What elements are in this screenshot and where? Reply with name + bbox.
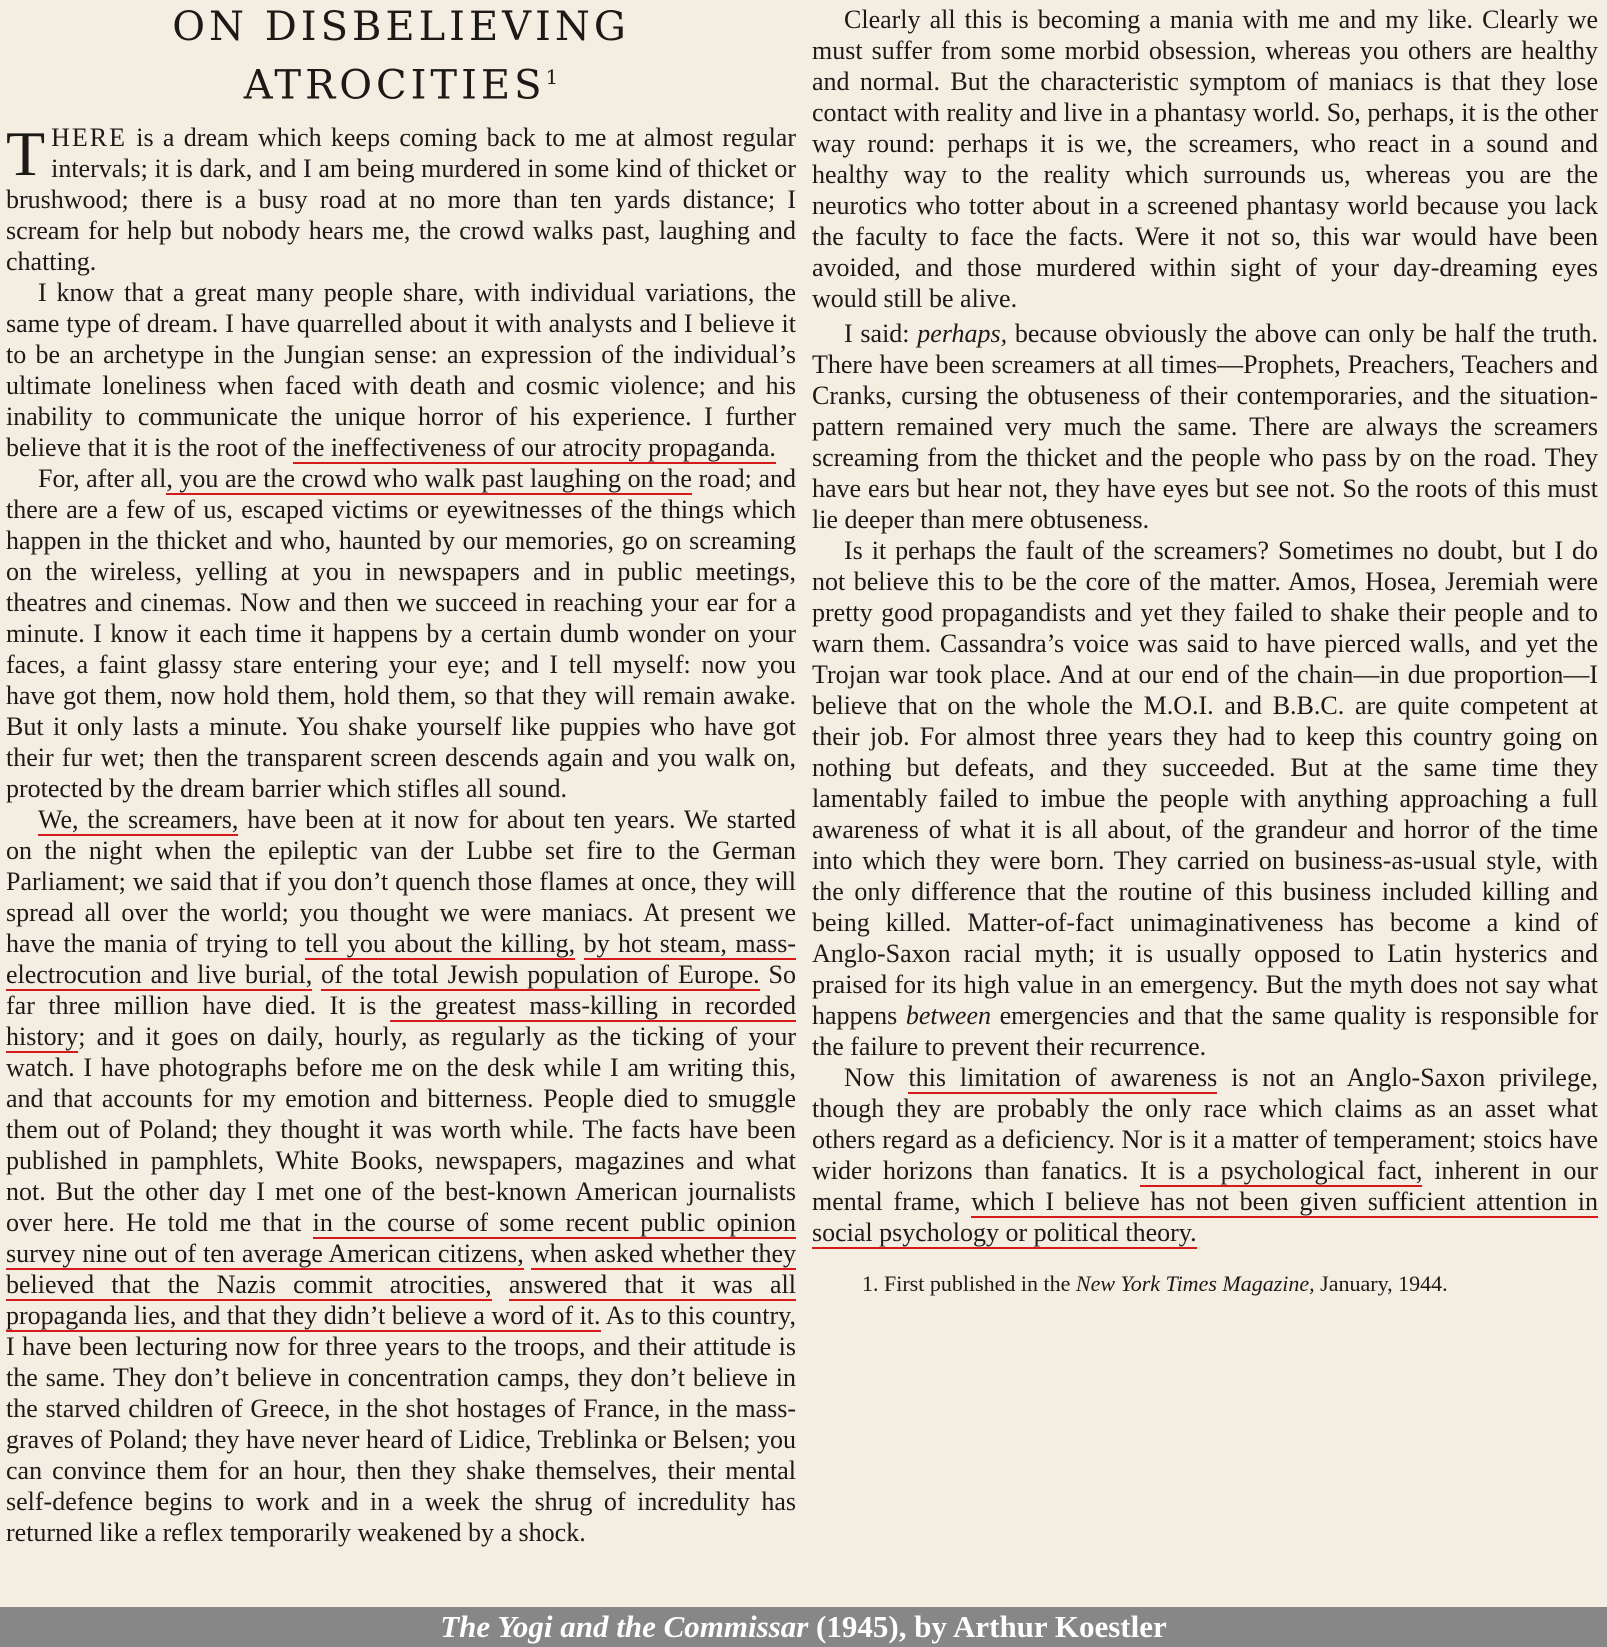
paragraph-7-text-b: emergencies and that the same quality is responsible for the failure to prevent their recurrence. xyxy=(812,1001,1598,1061)
paragraph-5: Clearly all this is becoming a mania with me and my like. Clearly we must suffer from some morbid obsession, whereas you others are healthy and normal. But the characteristic symptom of maniacs is that they lose contact with reality and live in a phantasy world. So, perhaps, it is the other way round: perhaps it is we, the screamers, who react in a sound and healthy way to the reality which surrounds us, whereas you are the neurotics who totter about in a screened phantasy world because you lack the faculty to face the facts. Were it not so, this war would have been avoided, and those murdered within sight of your day-dreaming eyes would still be alive. xyxy=(812,5,1598,313)
paragraph-6-text-b: because obviously the above can only be half the truth. There have been screamers at all times—Prophets, Preachers, Teachers and Cranks, cursing the obtuseness of their contemporaries, and the situation-pattern remained very much the same. There are always the screamers screaming from the thicket and the people who pass by on the road. They have ears but hear not, they have eyes but see not. So the roots of this must lie deeper than mere obtuseness. xyxy=(812,319,1598,534)
footnote xyxy=(812,1270,1598,1298)
paragraph-4-text-d: So far three million have died. It is xyxy=(6,960,797,1021)
paragraph-3 xyxy=(6,463,796,804)
underline-ineffectiveness: the ineffectiveness of our atrocity propaganda. xyxy=(292,433,776,463)
caption-book-title: The Yogi and the Commissar xyxy=(440,1609,809,1644)
paragraph-1 xyxy=(6,118,796,277)
underline-killing: tell you about the killing, xyxy=(305,929,576,959)
footnote-number: 1. xyxy=(862,1271,879,1296)
underline-screamers: We, the screamers, xyxy=(38,805,239,835)
footnote-publication: New York Times Magazine, xyxy=(1075,1271,1315,1296)
paragraph-4-text-g xyxy=(492,1270,509,1299)
paragraph-4-text-f xyxy=(524,1239,531,1268)
underline-psychological-fact: It is a psychological fact, xyxy=(1140,1156,1423,1185)
underline-methods: by hot steam, mass-electrocution and live burial, xyxy=(6,929,797,990)
paragraph-3-text-a: For, after all xyxy=(38,464,167,494)
drop-cap: T xyxy=(6,118,46,190)
paragraph-6 xyxy=(812,318,1598,535)
paragraph-8-text-a: Now xyxy=(844,1063,909,1092)
paragraph-4-text-b xyxy=(575,929,583,958)
paragraph-7 xyxy=(812,535,1598,1062)
footnote-text-b: January, 1944. xyxy=(1314,1271,1448,1296)
paragraph-4 xyxy=(6,804,796,1548)
paragraph-4-text-h: As to this country, I have been lecturing now for three years to the troops, and their attitude is the same. They don’t believe in concentration camps, they don’t believe in the starved children of Greece, in the shot hostages of France, in the mass-graves of Poland; they have never heard of Lidice, Treblinka or Belsen; you can convince them for an hour, then they shake themselves, their mental self-defence begins to work and in a week the shrug of incredulity has returned like a reflex temporarily weakened by a shock. xyxy=(6,1301,796,1548)
caption-bar xyxy=(0,1607,1607,1647)
underline-attention: which I believe has not been given sufficient attention in social psychology or political theory. xyxy=(812,1187,1598,1247)
first-word-small-caps: HERE xyxy=(51,123,127,153)
underline-survey: in the course of some recent public opinion survey nine out of ten average American citizens, xyxy=(6,1208,796,1269)
title-footnote-marker: 1 xyxy=(545,65,559,89)
underline-crowd: , you are the crowd who walk past laughing on the xyxy=(166,464,692,494)
underline-mass-killing: the greatest mass-killing in recorded history xyxy=(6,991,796,1052)
paragraph-4-text-a: have been at it now for about ten years. We started on the night when the epileptic van der Lubbe set fire to the German Parliament; we said that if you don’t quench those flames at once, they will spread all over the world; you thought we were maniacs. At present we have the mania of trying to xyxy=(6,805,797,959)
left-column xyxy=(6,0,796,1548)
right-column xyxy=(812,4,1598,1298)
paragraph-4-text-e: ; and it goes on daily, hourly, as regularly as the ticking of your watch. I have photographs before me on the desk while I am writing this, and that accounts for my emotion and bitterness. People died to smuggle them out of Poland; they thought it was worth while. The facts have been published in pamphlets, White Books, newspapers, magazines and what not. But the other day I met one of the best-known American journalists over here. He told me that xyxy=(6,1022,796,1238)
paragraph-8-text-c: inherent in our mental frame, xyxy=(812,1156,1598,1216)
title-line-1: ON DISBELIEVING xyxy=(172,4,630,50)
paragraph-6-text-a: I said: xyxy=(844,319,918,348)
paragraph-8-text-b: is not an Anglo-Saxon privilege, though they are probably the only race which claims as an asset what others regard as a deficiency. Nor is it a matter of temperament; stoics have wider horizons than fanatics. xyxy=(812,1063,1598,1185)
title-text: ATROCITIES xyxy=(243,62,546,109)
underline-asked: when asked whether they believed that the Nazis commit atrocities, xyxy=(6,1239,796,1300)
paragraph-8 xyxy=(812,1062,1598,1248)
underline-propaganda-lies: answered that it was all propaganda lies, and that they didn’t believe a word of it. xyxy=(6,1270,797,1331)
paragraph-3-text-b: road; and there are a few of us, escaped victims or eyewitnesses of the things which happen in the thicket and who, haunted by our memories, go on screaming on the wireless, yelling at you in newspapers and in public meetings, theatres and cinemas. Now and then we succeed in reaching your ear for a minute. I know it each time it happens by a certain dumb wonder on your faces, a faint glassy stare entering your eye; and I tell myself: now you have got them, now hold them, hold them, so that they will remain awake. But it only lasts a minute. You shake yourself like puppies who have got their fur wet; then the transparent screen descends again and you walk on, protected by the dream barrier which stifles all sound. xyxy=(6,464,796,804)
title-line-2 xyxy=(6,52,796,110)
paragraph-2 xyxy=(6,277,796,463)
caption-author: (1945), by Arthur Koestler xyxy=(808,1609,1167,1644)
emphasis-between: between xyxy=(905,1001,991,1030)
footnote-text-a: First published in the xyxy=(878,1271,1076,1296)
underline-population: of the total Jewish population of Europe. xyxy=(321,960,760,990)
paragraph-7-text-a: Is it perhaps the fault of the screamers? Sometimes no doubt, but I do not believe this to be the core of the matter. Amos, Hosea, Jeremiah were pretty good propagandists and yet they failed to shake their people and to warn them. Cassandra’s voice was said to have pierced walls, and yet the Trojan war took place. And at our end of the chain—in due proportion—I believe that on the whole the M.O.I. and B.B.C. are quite competent at their job. For almost three years they had to keep this country going on nothing but defeats, and they succeeded. But at the same time they lamentably failed to imbue the people with anything approaching a full awareness of what it is all about, of the grandeur and horror of the time into which they were born. They carried on business-as-usual style, with the only difference that the routine of this business included killing and being killed. Matter-of-fact unimaginativeness has become a kind of Anglo-Saxon racial myth; it is usually opposed to Latin hysterics and praised for its high value in an emergency. But the myth does not say what happens xyxy=(812,536,1598,1030)
emphasis-perhaps: perhaps, xyxy=(917,319,1008,348)
paragraph-2-text: I know that a great many people share, with individual variations, the same type of dream. I have quarrelled about it with analysts and I believe it to be an archetype in the Jungian sense: an expression of the individual’s ultimate loneliness when faced with death and cosmic violence; and his inability to communicate the unique horror of his experience. I further believe that it is the root of xyxy=(6,278,796,463)
paragraph-4-text-c xyxy=(312,960,321,989)
paragraph-1-text: is a dream which keeps coming back to me at almost regular intervals; it is dark, and I am being murdered in some kind of thicket or brushwood; there is a busy road at no more than ten yards distance; I scream for help but nobody hears me, the crowd walks past, laughing and chatting. xyxy=(6,123,796,277)
underline-limitation: this limitation of awareness xyxy=(908,1063,1218,1092)
